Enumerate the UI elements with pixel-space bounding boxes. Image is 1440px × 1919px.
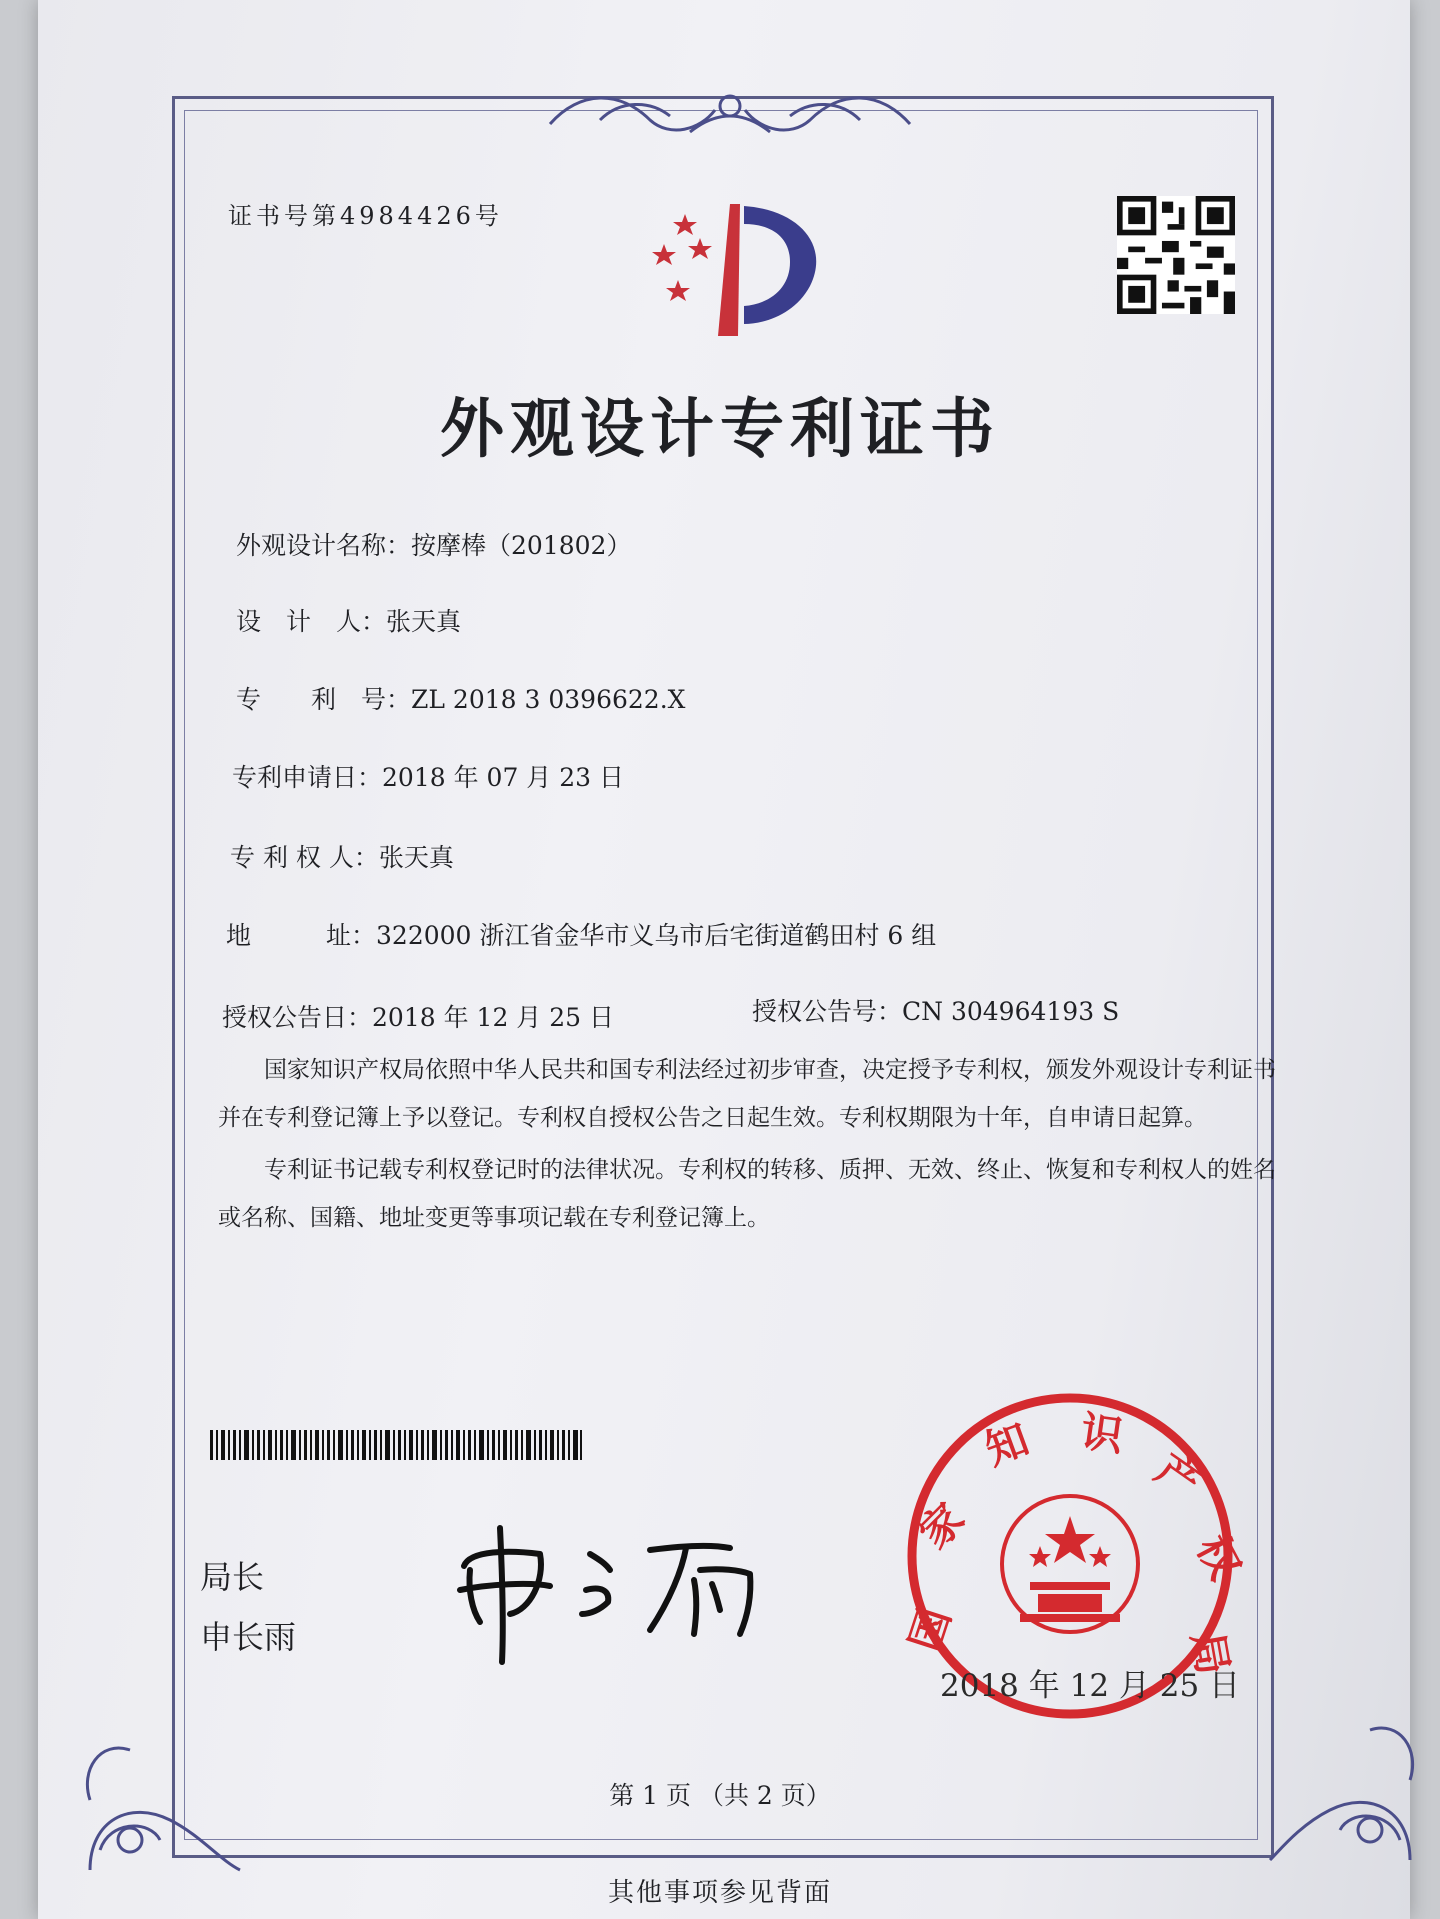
patent-number-value: ZL 2018 3 0396622.X xyxy=(411,685,686,714)
svg-text:权: 权 xyxy=(1187,1527,1251,1588)
qr-code-icon xyxy=(1112,196,1240,314)
director-title: 局长 xyxy=(200,1558,265,1596)
filing-date-label: 专利申请日： xyxy=(232,763,383,792)
svg-text:识: 识 xyxy=(1077,1406,1127,1461)
address-value: 322000 浙江省金华市义乌市后宅街道鹤田村 6 组 xyxy=(376,921,937,950)
top-ornament-icon xyxy=(540,80,920,144)
patentee-value: 张天真 xyxy=(378,843,454,872)
design-name-label: 外观设计名称： xyxy=(236,531,412,560)
design-name-value: 按摩棒（201802） xyxy=(411,531,632,560)
handwritten-signature-icon xyxy=(450,1510,780,1670)
filing-date-row xyxy=(232,758,624,794)
seal-date: 2018 年 12 月 25 日 xyxy=(940,1668,1241,1704)
design-name-row xyxy=(236,526,631,562)
grant-number-row xyxy=(752,992,1119,1028)
patent-number-row xyxy=(236,680,685,716)
svg-text:知: 知 xyxy=(978,1414,1036,1475)
director-name: 申长雨 xyxy=(200,1618,297,1656)
grant-number-label: 授权公告号： xyxy=(752,997,903,1026)
corner-ornament-right-icon xyxy=(1260,1660,1430,1870)
cnipa-logo-icon xyxy=(640,196,830,342)
svg-text:产: 产 xyxy=(1147,1444,1210,1509)
barcode-icon xyxy=(210,1430,582,1460)
patent-number-label: 专 利 号： xyxy=(236,685,412,714)
svg-text:国: 国 xyxy=(900,1601,961,1658)
certificate-body xyxy=(218,1046,1288,1242)
address-label: 地 址： xyxy=(226,921,377,950)
body-paragraph-2: 专利证书记载专利权登记时的法律状况。专利权的转移、质押、无效、终止、恢复和专利权人的姓名或名称、国籍、地址变更等事项记载在专利登记簿上。 xyxy=(218,1157,1276,1231)
designer-label: 设 计 人： xyxy=(236,607,387,636)
grant-number-value: CN 304964193 S xyxy=(902,997,1120,1026)
page-indicator: 第 1 页 （共 2 页） xyxy=(609,1781,831,1810)
certificate-title: 外观设计专利证书 xyxy=(440,393,1000,467)
designer-row xyxy=(236,602,461,638)
designer-value: 张天真 xyxy=(386,607,462,636)
filing-date-value: 2018 年 07 月 23 日 xyxy=(382,763,624,792)
footer-note: 其他事项参见背面 xyxy=(607,1878,832,1908)
body-paragraph-1: 国家知识产权局依照中华人民共和国专利法经过初步审查，决定授予专利权，颁发外观设计专利证书并在专利登记簿上予以登记。专利权自授权公告之日起生效。专利权期限为十年，自申请日起算。 xyxy=(218,1057,1276,1131)
grant-date-row xyxy=(222,998,614,1034)
grant-date-value: 2018 年 12 月 25 日 xyxy=(372,1003,614,1032)
address-row xyxy=(226,916,936,952)
svg-text:局: 局 xyxy=(1182,1628,1239,1679)
svg-text:家: 家 xyxy=(909,1493,974,1558)
grant-date-label: 授权公告日： xyxy=(222,1003,373,1032)
patentee-row xyxy=(230,838,454,874)
patentee-label: 专 利 权 人： xyxy=(230,843,379,872)
certificate-number: 证书号第4984426号 xyxy=(228,202,503,230)
